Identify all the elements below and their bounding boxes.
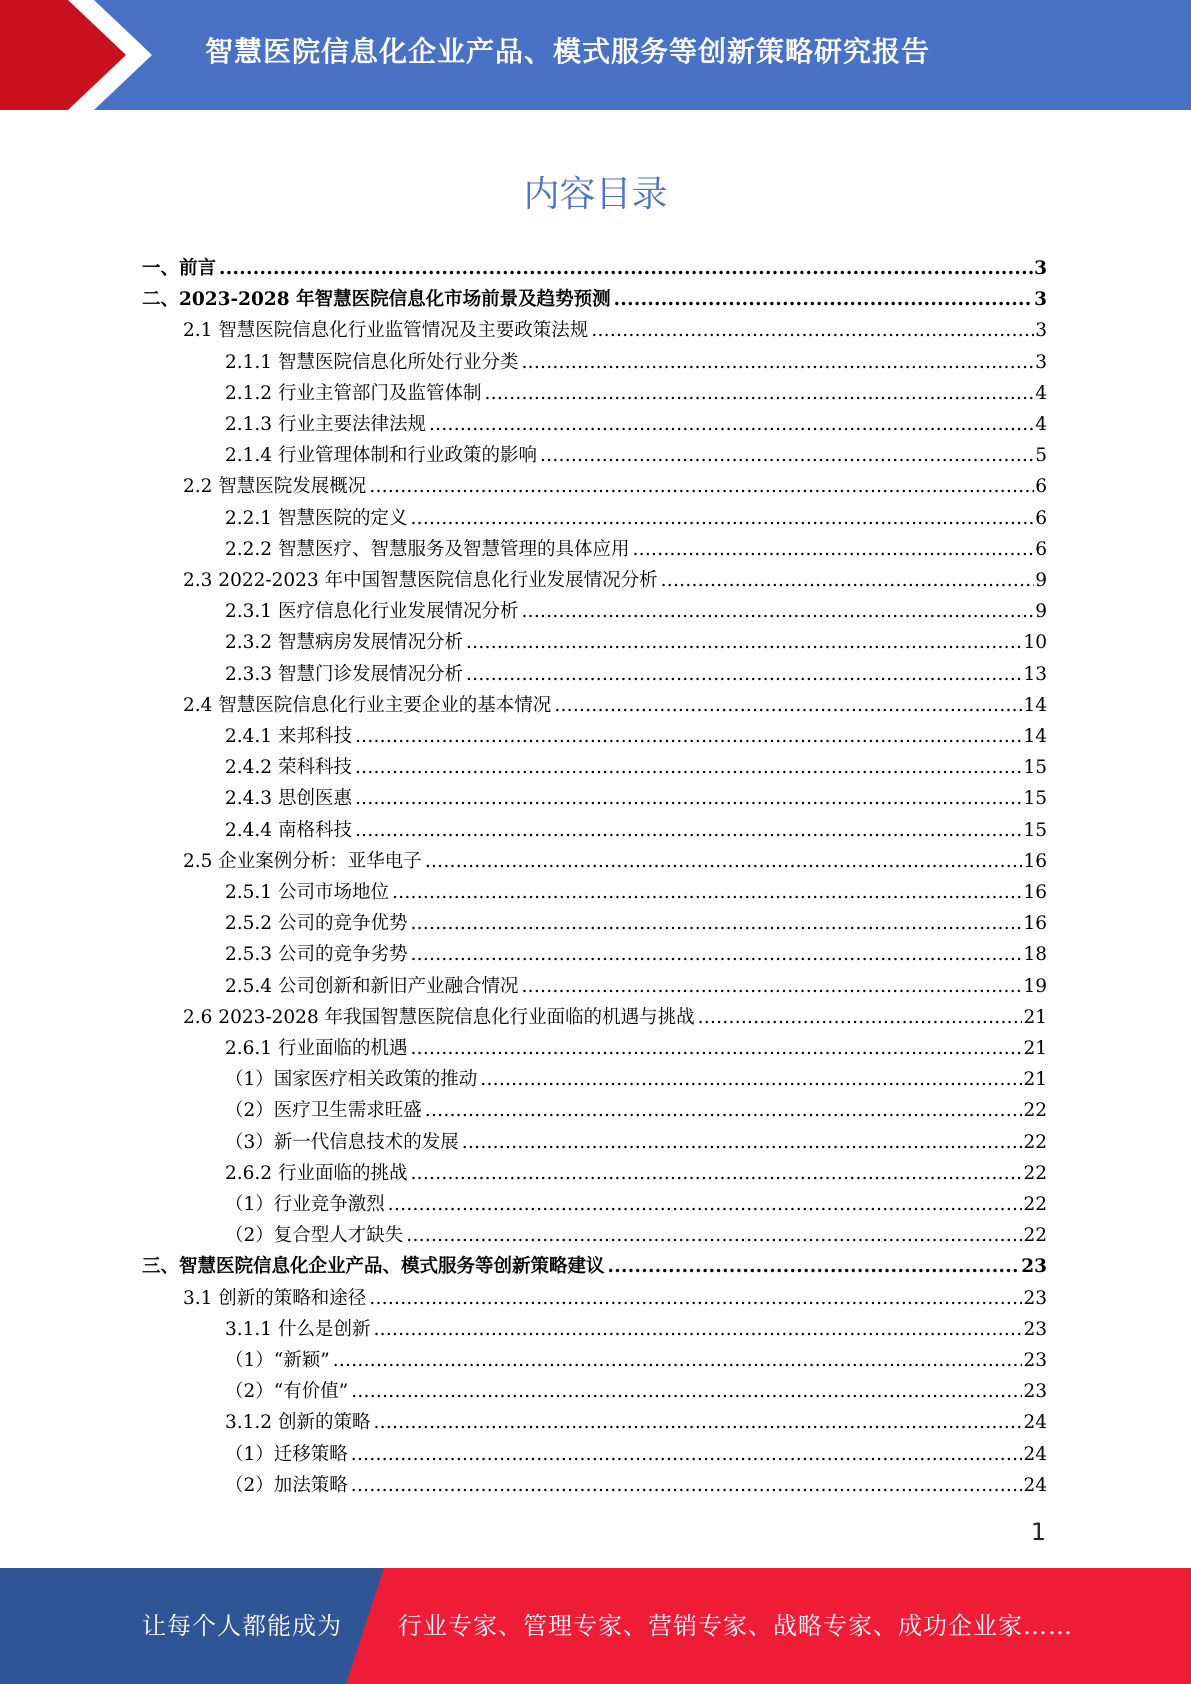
toc-entry-label: 3.1 创新的策略和途径 xyxy=(183,1288,367,1309)
toc-entry-label: 2.5.2 公司的竞争优势 xyxy=(225,913,408,934)
toc-entry-page: 14 xyxy=(1023,695,1047,716)
toc-entry-label: （1）迁移策略 xyxy=(225,1444,348,1465)
toc-entry-label: 2.3 2022-2023 年中国智慧医院信息化行业发展情况分析 xyxy=(183,570,658,591)
toc-entry[interactable] xyxy=(225,815,1047,846)
toc-entry-page: 24 xyxy=(1023,1412,1047,1433)
toc-dot-leader xyxy=(392,877,1022,908)
toc-entry-page: 6 xyxy=(1035,476,1047,497)
toc-entry[interactable] xyxy=(225,971,1047,1002)
toc-entry-page: 3 xyxy=(1034,289,1047,310)
toc-entry-page: 23 xyxy=(1023,1350,1047,1371)
toc-entry-label: 一、前言 xyxy=(142,258,217,279)
toc-entry-page: 4 xyxy=(1035,383,1047,404)
toc-dot-leader xyxy=(388,1189,1023,1220)
footer-slogan-left: 让每个人都能成为 xyxy=(142,1612,342,1640)
toc-entry[interactable] xyxy=(225,534,1047,565)
toc-entry[interactable] xyxy=(225,409,1047,440)
toc-dot-leader xyxy=(355,783,1023,814)
toc-dot-leader xyxy=(410,908,1022,939)
toc-entry-label: 2.6.1 行业面临的机遇 xyxy=(225,1038,408,1059)
report-title: 智慧医院信息化企业产品、模式服务等创新策略研究报告 xyxy=(205,35,931,68)
toc-entry[interactable] xyxy=(225,1407,1047,1438)
toc-dot-leader xyxy=(355,815,1023,846)
toc-entry-page: 3 xyxy=(1035,320,1047,341)
toc-entry-page: 19 xyxy=(1023,976,1047,997)
toc-entry-label: （2）加法策略 xyxy=(225,1475,348,1496)
toc-dot-leader xyxy=(429,409,1034,440)
toc-entry-label: 2.5.1 公司市场地位 xyxy=(225,882,389,903)
toc-entry-page: 15 xyxy=(1023,820,1047,841)
toc-dot-leader xyxy=(333,1345,1023,1376)
toc-entry[interactable] xyxy=(225,596,1047,627)
toc-dot-leader xyxy=(369,471,1034,502)
page-number: 1 xyxy=(1030,1518,1046,1546)
toc-dot-leader xyxy=(521,596,1034,627)
toc-dot-leader xyxy=(591,315,1034,346)
toc-entry-page: 15 xyxy=(1023,757,1047,778)
toc-entry-label: 2.6.2 行业面临的挑战 xyxy=(225,1163,408,1184)
toc-dot-leader xyxy=(406,1220,1022,1251)
toc-entry[interactable] xyxy=(225,1189,1047,1220)
toc-entry-label: （2）复合型人才缺失 xyxy=(225,1225,404,1246)
toc-entry[interactable] xyxy=(183,315,1047,346)
toc-entry-label: 2.3.2 智慧病房发展情况分析 xyxy=(225,632,463,653)
toc-entry-page: 23 xyxy=(1021,1256,1047,1277)
toc-dot-leader xyxy=(608,1251,1021,1282)
toc-dot-leader xyxy=(425,846,1023,877)
toc-dot-leader xyxy=(425,1095,1023,1126)
toc-dot-leader xyxy=(410,1158,1022,1189)
toc-entry[interactable] xyxy=(225,378,1047,409)
toc-entry[interactable] xyxy=(225,721,1047,752)
toc-entry-label: 2.1.1 智慧医院信息化所处行业分类 xyxy=(225,352,519,373)
toc-entry-label: 2.2 智慧医院发展概况 xyxy=(183,476,367,497)
toc-entry[interactable] xyxy=(225,783,1047,814)
toc-dot-leader xyxy=(351,1376,1022,1407)
toc-entry[interactable] xyxy=(225,1095,1047,1126)
toc-entry-page: 5 xyxy=(1035,445,1047,466)
toc-dot-leader xyxy=(632,534,1034,565)
toc-entry-page: 3 xyxy=(1035,352,1047,373)
toc-entry-page: 16 xyxy=(1023,851,1047,872)
toc-entry-page: 22 xyxy=(1023,1225,1047,1246)
toc-entry[interactable] xyxy=(225,503,1047,534)
toc-entry-label: 2.5 企业案例分析：亚华电子 xyxy=(183,851,422,872)
toc-entry-page: 16 xyxy=(1023,882,1047,903)
toc-entry-label: （1）国家医疗相关政策的推动 xyxy=(225,1069,478,1090)
toc-entry[interactable] xyxy=(225,939,1047,970)
toc-dot-leader xyxy=(351,1470,1023,1501)
toc-entry[interactable] xyxy=(225,659,1047,690)
toc-dot-leader xyxy=(554,690,1022,721)
toc-entry-page: 3 xyxy=(1034,258,1047,279)
toc-entry-label: 2.3.1 医疗信息化行业发展情况分析 xyxy=(225,601,519,622)
toc-entry-label: 2.4.2 荣科科技 xyxy=(225,757,352,778)
toc-heading: 内容目录 xyxy=(523,174,668,215)
toc-entry-label: 2.4.3 思创医惠 xyxy=(225,788,352,809)
toc-entry[interactable] xyxy=(183,1283,1047,1314)
toc-entry-label: 2.2.1 智慧医院的定义 xyxy=(225,508,408,529)
toc-entry-page: 18 xyxy=(1023,944,1047,965)
toc-entry[interactable] xyxy=(225,1158,1047,1189)
toc-entry[interactable] xyxy=(225,347,1047,378)
toc-entry-label: 二、2023-2028 年智慧医院信息化市场前景及趋势预测 xyxy=(142,289,611,310)
toc-dot-leader xyxy=(661,565,1035,596)
toc-dot-leader xyxy=(373,1314,1022,1345)
toc-dot-leader xyxy=(410,939,1022,970)
toc-entry-label: 2.1.2 行业主管部门及监管体制 xyxy=(225,383,482,404)
toc-entry-label: 2.6 2023-2028 年我国智慧医院信息化行业面临的机遇与挑战 xyxy=(183,1007,695,1028)
toc-entry-page: 13 xyxy=(1023,664,1047,685)
footer-slogan-right: 行业专家、管理专家、营销专家、战略专家、成功企业家…… xyxy=(398,1612,1073,1640)
toc-entry[interactable] xyxy=(225,877,1047,908)
toc-entry[interactable] xyxy=(183,846,1047,877)
toc-entry-label: （3）新一代信息技术的发展 xyxy=(225,1132,459,1153)
toc-entry-label: 2.4.1 来邦科技 xyxy=(225,726,352,747)
toc-entry-page: 21 xyxy=(1023,1038,1047,1059)
toc-entry[interactable] xyxy=(142,284,1047,315)
toc-entry-page: 21 xyxy=(1023,1007,1047,1028)
toc-entry[interactable] xyxy=(183,690,1047,721)
toc-entry-label: 2.2.2 智慧医疗、智慧服务及智慧管理的具体应用 xyxy=(225,539,630,560)
toc-entry-label: （2）“有价值” xyxy=(225,1381,349,1402)
toc-entry[interactable] xyxy=(142,253,1047,284)
toc-entry[interactable] xyxy=(225,1376,1047,1407)
toc-entry-page: 24 xyxy=(1023,1444,1047,1465)
toc-dot-leader xyxy=(351,1439,1023,1470)
toc-entry[interactable] xyxy=(225,1314,1047,1345)
page-footer xyxy=(0,1568,1191,1684)
toc-entry-page: 6 xyxy=(1035,508,1047,529)
toc-dot-leader xyxy=(219,253,1033,284)
toc-entry-page: 10 xyxy=(1023,632,1047,653)
toc-dot-leader xyxy=(410,1033,1022,1064)
toc-entry[interactable] xyxy=(225,627,1047,658)
toc-entry-page: 14 xyxy=(1023,726,1047,747)
toc-entry-page: 22 xyxy=(1023,1163,1047,1184)
toc-entry-page: 23 xyxy=(1023,1288,1047,1309)
toc-dot-leader xyxy=(369,1283,1022,1314)
toc-entry[interactable] xyxy=(225,1220,1047,1251)
toc-entry-page: 21 xyxy=(1023,1069,1047,1090)
toc-entry-page: 23 xyxy=(1023,1319,1047,1340)
toc-entry[interactable] xyxy=(183,1002,1047,1033)
report-header xyxy=(0,0,1191,110)
toc-entry[interactable] xyxy=(225,1127,1047,1158)
toc-dot-leader xyxy=(355,752,1023,783)
toc-dot-leader xyxy=(373,1407,1022,1438)
toc-dot-leader xyxy=(521,971,1022,1002)
toc-entry-page: 23 xyxy=(1023,1381,1047,1402)
toc-entry-page: 22 xyxy=(1023,1100,1047,1121)
toc-entry-label: 2.1 智慧医院信息化行业监管情况及主要政策法规 xyxy=(183,320,589,341)
toc-dot-leader xyxy=(480,1064,1022,1095)
toc-dot-leader xyxy=(484,378,1034,409)
toc-entry-page: 6 xyxy=(1035,539,1047,560)
toc-entry-label: 2.3.3 智慧门诊发展情况分析 xyxy=(225,664,463,685)
toc-dot-leader xyxy=(462,1127,1023,1158)
toc-entry[interactable] xyxy=(183,565,1047,596)
toc-entry[interactable] xyxy=(225,1439,1047,1470)
toc-entry-page: 22 xyxy=(1023,1194,1047,1215)
toc-entry[interactable] xyxy=(225,1064,1047,1095)
toc-entry-label: 2.5.3 公司的竞争劣势 xyxy=(225,944,408,965)
toc-entry-label: （1）“新颖” xyxy=(225,1350,330,1371)
toc-entry-label: 2.4.4 南格科技 xyxy=(225,820,352,841)
toc-dot-leader xyxy=(614,284,1034,315)
toc-dot-leader xyxy=(540,440,1034,471)
toc-entry-page: 9 xyxy=(1035,570,1047,591)
toc-entry-label: 2.1.3 行业主要法律法规 xyxy=(225,414,426,435)
toc-entry[interactable] xyxy=(225,1033,1047,1064)
toc-entry-label: 三、智慧医院信息化企业产品、模式服务等创新策略建议 xyxy=(142,1256,605,1277)
toc-entry-label: （1）行业竞争激烈 xyxy=(225,1194,385,1215)
toc-entry-label: 3.1.1 什么是创新 xyxy=(225,1319,371,1340)
toc-dot-leader xyxy=(521,347,1034,378)
toc-entry-label: 2.5.4 公司创新和新旧产业融合情况 xyxy=(225,976,519,997)
toc-dot-leader xyxy=(410,503,1034,534)
toc-entry-label: （2）医疗卫生需求旺盛 xyxy=(225,1100,422,1121)
toc-entry-label: 2.1.4 行业管理体制和行业政策的影响 xyxy=(225,445,537,466)
toc-entry-label: 3.1.2 创新的策略 xyxy=(225,1412,371,1433)
toc-dot-leader xyxy=(698,1002,1023,1033)
toc-entry[interactable] xyxy=(225,440,1047,471)
toc-dot-leader xyxy=(466,627,1022,658)
toc-entry[interactable] xyxy=(183,471,1047,502)
toc-dot-leader xyxy=(466,659,1022,690)
toc-entry[interactable] xyxy=(225,1345,1047,1376)
toc-entry-page: 15 xyxy=(1023,788,1047,809)
toc-entry[interactable] xyxy=(225,908,1047,939)
toc-entry[interactable] xyxy=(225,752,1047,783)
toc-entry-label: 2.4 智慧医院信息化行业主要企业的基本情况 xyxy=(183,695,552,716)
toc-entry[interactable] xyxy=(225,1470,1047,1501)
toc-entry-page: 24 xyxy=(1023,1475,1047,1496)
toc-entry-page: 16 xyxy=(1023,913,1047,934)
toc-entry-page: 22 xyxy=(1023,1132,1047,1153)
toc-dot-leader xyxy=(355,721,1023,752)
toc-entry-page: 4 xyxy=(1035,414,1047,435)
toc-entry-page: 9 xyxy=(1035,601,1047,622)
toc-entry[interactable] xyxy=(142,1251,1047,1282)
